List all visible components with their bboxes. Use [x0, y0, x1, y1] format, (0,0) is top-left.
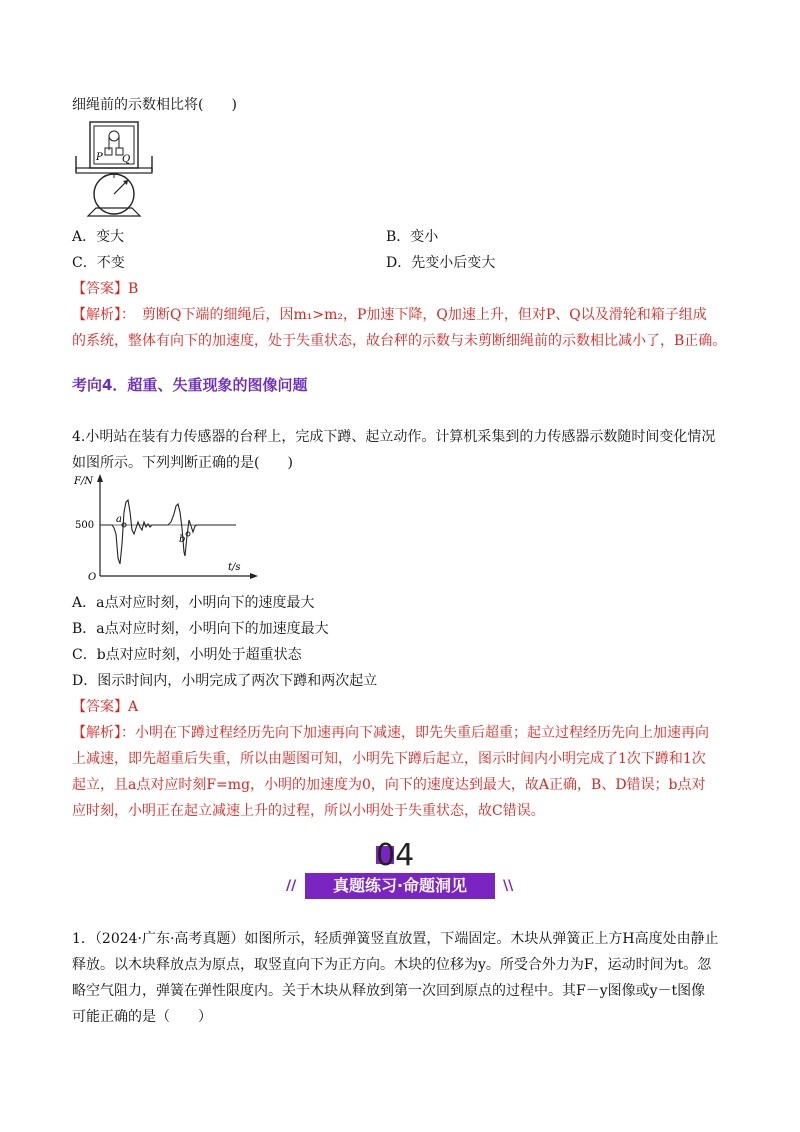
q3-scale-figure — [74, 118, 156, 222]
q3-option-d — [386, 252, 495, 272]
fig-label-q: Q — [122, 154, 131, 165]
q4-answer — [72, 696, 138, 716]
option-text: 变大 — [96, 229, 125, 245]
option-text: 变小 — [410, 229, 439, 245]
q4-analysis-line-3: 起立，且a点对应时刻F=mg，小明的加速度为0，向下的速度达到最大，故A正确，B、D错误；b点对 — [72, 777, 706, 793]
q4-force-time-graph — [72, 472, 262, 584]
q4-analysis-line-4: 应时刻，小明正在起立减速上升的过程，所以小明处于失重状态，故C错误。 — [72, 803, 545, 819]
q3-option-a — [72, 226, 124, 246]
answer-tag: 【答案】 — [72, 281, 128, 297]
option-label: C． — [72, 255, 97, 271]
q4-option-a: A．a点对应时刻，小明向下的速度最大 — [72, 595, 315, 611]
q4-stem-line-1: 4.小明站在装有力传感器的台秤上，完成下蹲、起立动作。计算机采集到的力传感器示数随时间变化情况 — [72, 429, 716, 445]
section-title: 考向4．超重、失重现象的图像问题 — [72, 376, 308, 394]
banner-number: 04 — [376, 838, 415, 873]
point-b-label: b — [179, 534, 186, 545]
option-text: 先变小后变大 — [411, 255, 496, 271]
q4-option-c: C．b点对应时刻，小明处于超重状态 — [72, 647, 302, 663]
option-label: D． — [386, 255, 412, 271]
q3-option-c — [72, 252, 125, 272]
q3-option-b — [386, 226, 438, 246]
y-axis-label: F/N — [74, 476, 94, 487]
point-b-marker — [186, 532, 190, 536]
option-label: A． — [72, 229, 97, 245]
option-label: B． — [386, 229, 411, 245]
analysis-tag: 【解析】 — [72, 725, 121, 741]
analysis-text: ：小明在下蹲过程经历先向下加速再向下减速，即先失重后超重；起立过程经历先向上加速再向 — [121, 725, 709, 741]
force-curve — [100, 500, 236, 564]
q1-line-1: 1．（2024·广东·高考真题）如图所示，轻质弹簧竖直放置，下端固定。木块从弹簧正上方H高度处由静止 — [72, 931, 719, 947]
q3-analysis-line-1 — [72, 304, 707, 324]
answer-value: B — [128, 281, 139, 297]
q1-line-3: 略空气阻力，弹簧在弹性限度内。关于木块从释放到第一次回到原点的过程中。其F－y图像或y－t图像 — [72, 983, 706, 999]
origin-label: O — [88, 572, 97, 583]
q3-analysis-line-2: 的系统，整体有向下的加速度，处于失重状态，故台秤的示数与未剪断细绳前的示数相比减小了，B正确。 — [72, 333, 727, 349]
analysis-tag: 【解析】 — [72, 307, 121, 323]
banner-title: 真题练习·命题洞见 — [332, 876, 468, 895]
answer-tag: 【答案】 — [72, 699, 128, 715]
q4-analysis-line-2: 上减速，即先超重后失重，所以由题图可知，小明先下蹲后起立，图示时间内小明完成了1次下蹲和1次 — [72, 751, 706, 767]
x-axis-label: t/s — [228, 562, 241, 573]
q4-analysis-line-1 — [72, 722, 709, 742]
q4-stem-line-2: 如图所示。下列判断正确的是( ) — [72, 455, 293, 471]
analysis-text: ： 剪断Q下端的细绳后，因m₁>m₂，P加速下降，Q加速上升，但对P、Q以及滑轮和箱子组成 — [121, 307, 707, 323]
q4-option-d: D．图示时间内，小明完成了两次下蹲和两次起立 — [72, 673, 378, 689]
banner-left-deco: // — [286, 878, 297, 894]
option-text: 不变 — [96, 255, 125, 271]
point-a-label: a — [116, 514, 122, 525]
q1-line-4: 可能正确的是（ ） — [72, 1009, 212, 1025]
q4-option-b: B．a点对应时刻，小明向下的加速度最大 — [72, 621, 329, 637]
answer-value: A — [128, 699, 139, 715]
q3-stem-tail: 细绳前的示数相比将( ) — [72, 97, 237, 113]
fig-label-p: P — [96, 152, 103, 163]
banner-right-deco: \\ — [503, 878, 514, 894]
q1-line-2: 释放。以木块释放点为原点，取竖直向下为正方向。木块的位移为y。所受合外力为F，运动时间为t。忽 — [72, 957, 712, 973]
y-tick-500: 500 — [75, 520, 95, 531]
q3-answer — [72, 278, 138, 298]
